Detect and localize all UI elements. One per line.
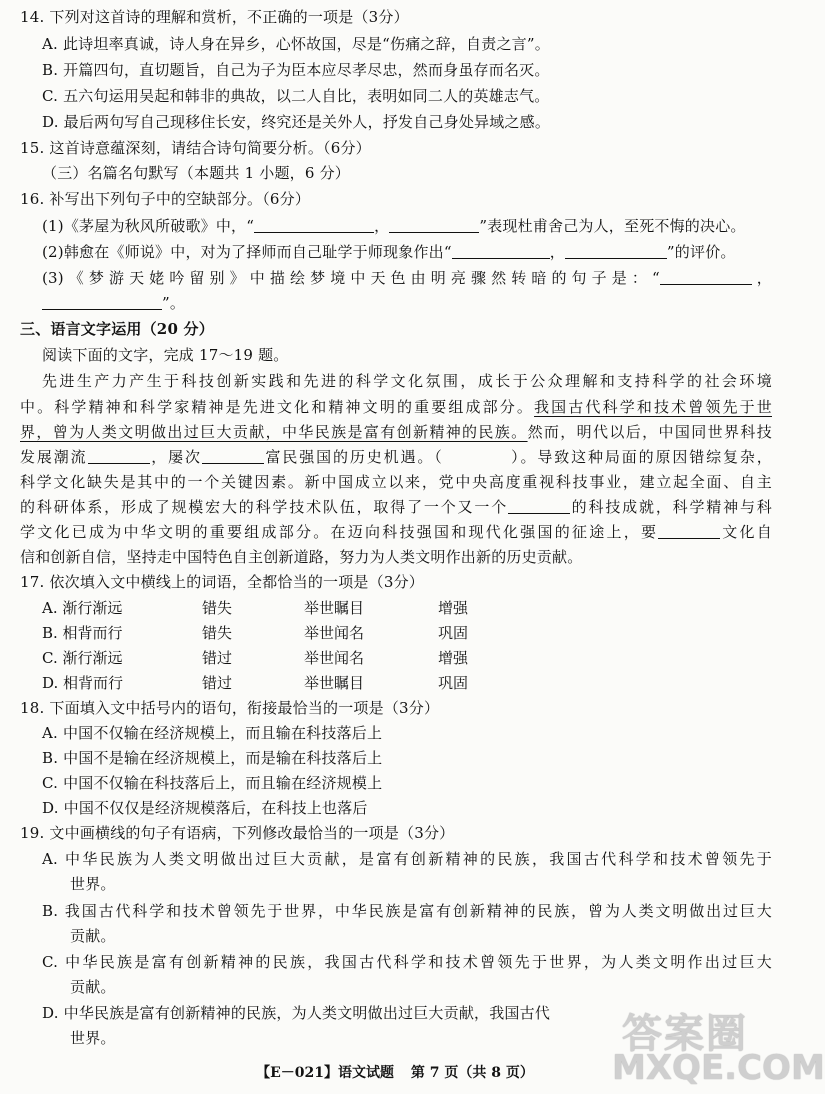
passage-line-6: 的科研体系，形成了规模宏大的科学技术队伍，取得了一个又一个 的科技成就，科学精神与科 xyxy=(20,498,772,516)
blank xyxy=(88,447,150,464)
exam-page: 14. 下列对这首诗的理解和赏析，不正确的一项是（3分） A. 此诗坦率真诚，诗人身在异乡，心怀故国，尽是“伤痛之辞，自责之言”。 B. 开篇四句，直切题旨，自己为子为臣本应尽孝尽忠，然而身虽存而名灭。 C. 五六句运用吴起和韩非的典故，以二人自比，表明如同二人的英雄志气。 D. 最后两句写自己现移住长安，终究还是关外人，抒发自己身处异域之感。 15. 这首诗意蕴深刻，请结合诗句简要分析。（6分） （三）名篇名句默写（本题共 1 小题，6 分） 16. 补写出下列句子中的空缺部分。（6分） (1)《茅屋为秋风所破歌》中，“ ， ”表现杜甫舍己为人，至死不悔的决心。 (2)韩愈在《师说》中，对为了择师而自己耻学于师现象作出“ ， ”的评价。 (3)《梦游天姥吟留别》中描绘梦境中天色由明亮骤然转暗的句子是：“ ， ”。 三、语言文字运用（20 分） 阅读下面的文字，完成 17～19 题。 先进生产力产生于科技创新实践和先进的科学文化氛围，成长于公众理解和支持科学的社会环境 中。科学精神和科学家精神是先进文化和精神文明的重要组成部分。我国古代科学和技术曾领先于世 界，曾为人类文明做出过巨大贡献，中华民族是富有创新精神的民族。然而，明代以后，中国同世界科技 发展潮流 ，屡次 富民强国的历史机遇。（ ）。导致这种局面的原因错综复杂， 科学文化缺失是其中的一个关键因素。新中国成立以来，党中央高度重视科技事业，建立起全面、自主 的科研体系，形成了规模宏大的科学技术队伍，取得了一个又一个 的科技成就，科学精神与科 学文化已成为中华文明的重要组成部分。在迈向科技强国和现代化强国的征途上，要 文化自 信和创新自信，坚持走中国特色自主创新道路，努力为人类文明作出新的历史贡献。 17. 依次填入文中横线上的词语，全都恰当的一项是（3分） A. 渐行渐远 错失 举世瞩目 增强 B. 相背而行 错失 举世闻名 巩固 C. 渐行渐远 错过 举世闻名 增强 D. 相背而行 错过 举世瞩目 巩固 18. 下面填入文中括号内的语句，衔接最恰当的一项是（3分） A. 中国不仅输在经济规模上，而且输在科技落后上 B. 中国不是输在经济规模上，而是输在科技落后上 C. 中国不仅输在科技落后上，而且输在经济规模上 D. 中国不仅仅是经济规模落后，在科技上也落后 19. 文中画横线的句子有语病，下列修改最恰当的一项是（3分） A. 中华民族为人类文明做出过巨大贡献，是富有创新精神的民族，我国古代科学和技术曾领先于 世界。 B. 我国古代科学和技术曾领先于世界，中华民族是富有创新精神的民族，曾为人类文明做出过巨大 贡献。 C. 中华民族是富有创新精神的民族，我国古代科学和技术曾领先于世界，为人类文明作出过巨大 贡献。 D. 中华民族是富有创新精神的民族，为人类文明做出过巨大贡献，我国古代 世界。 【E－021】语文试题 第 7 页（共 8 页） 答案圈 MXQE.COM xyxy=(0,0,790,1094)
passage-line-1: 先进生产力产生于科技创新实践和先进的科学文化氛围，成长于公众理解和支持科学的社会环境 xyxy=(42,372,772,390)
blank xyxy=(202,447,264,464)
underlined-sentence: 我国古代科学和技术曾领先于世 xyxy=(534,398,772,416)
blank xyxy=(42,293,162,310)
q14-option-c: C. 五六句运用吴起和韩非的典故，以二人自比，表明如同二人的英雄志气。 xyxy=(42,87,550,105)
q16-item-2: (2)韩愈在《师说》中，对为了择师而自己耻学于师现象作出“ ， ”的评价。 xyxy=(42,243,736,261)
q16-item-3: (3)《梦游天姥吟留别》中描绘梦境中天色由明亮骤然转暗的句子是：“ ， xyxy=(42,269,772,287)
q14-option-a: A. 此诗坦率真诚，诗人身在异乡，心怀故国，尽是“伤痛之辞，自责之言”。 xyxy=(42,35,550,53)
underlined-sentence: 界，曾为人类文明做出过巨大贡献，中华民族是富有创新精神的民族。 xyxy=(20,423,528,441)
blank xyxy=(452,242,550,259)
exam-code: 【E－021】语文试题 xyxy=(256,1065,395,1081)
q18-stem: 18. 下面填入文中括号内的语句，衔接最恰当的一项是（3分） xyxy=(20,699,440,717)
q19-option-c: C. 中华民族是富有创新精神的民族，我国古代科学和技术曾领先于世界，为人类文明作出过巨大 xyxy=(42,953,772,971)
q14-stem: 14. 下列对这首诗的理解和赏析，不正确的一项是（3分） xyxy=(20,8,409,26)
watermark-logo: 答案圈 MXQE.COM xyxy=(612,1011,825,1088)
q19-stem: 19. 文中画横线的句子有语病，下列修改最恰当的一项是（3分） xyxy=(20,824,455,842)
blank xyxy=(660,268,752,285)
q17-stem: 17. 依次填入文中横线上的词语，全都恰当的一项是（3分） xyxy=(20,573,424,591)
q19-option-c-cont: 贡献。 xyxy=(70,978,116,996)
section-heading: 三、语言文字运用（20 分） xyxy=(20,320,214,338)
q14-option-d: D. 最后两句写自己现移住长安，终究还是关外人，抒发自己身处异域之感。 xyxy=(42,113,551,131)
q16-item-3-cont: ”。 xyxy=(42,292,772,314)
q18-option-c: C. 中国不仅输在科技落后上，而且输在经济规模上 xyxy=(42,774,383,792)
passage-line-7: 学文化已成为中华文明的重要组成部分。在迈向科技强国和现代化强国的征途上，要 文化自 xyxy=(20,523,772,541)
section-subtitle: （三）名篇名句默写（本题共 1 小题，6 分） xyxy=(42,164,350,182)
passage-line-2: 中。科学精神和科学家精神是先进文化和精神文明的重要组成部分。我国古代科学和技术曾领先于世 xyxy=(20,398,772,416)
q18-option-b: B. 中国不是输在经济规模上，而是输在科技落后上 xyxy=(42,749,383,767)
q16-stem: 16. 补写出下列句子中的空缺部分。（6分） xyxy=(20,190,311,208)
blank xyxy=(565,242,667,259)
passage-line-4: 发展潮流 ，屡次 富民强国的历史机遇。（ ）。导致这种局面的原因错综复杂， xyxy=(20,448,772,466)
q19-option-b-cont: 贡献。 xyxy=(70,927,116,945)
q19-option-a-cont: 世界。 xyxy=(70,875,116,893)
q18-option-d: D. 中国不仅仅是经济规模落后，在科技上也落后 xyxy=(42,799,368,817)
q18-option-a: A. 中国不仅输在经济规模上，而且输在科技落后上 xyxy=(42,724,383,742)
blank xyxy=(254,216,374,233)
passage-line-8: 信和创新自信，坚持走中国特色自主创新道路，努力为人类文明作出新的历史贡献。 xyxy=(20,548,583,566)
reading-intro: 阅读下面的文字，完成 17～19 题。 xyxy=(42,346,289,364)
blank xyxy=(658,522,720,539)
q19-option-d-cont: 世界。 xyxy=(70,1029,116,1047)
q14-option-b: B. 开篇四句，直切题旨，自己为子为臣本应尽孝尽忠，然而身虽存而名灭。 xyxy=(42,61,550,79)
blank xyxy=(508,497,570,514)
q19-option-d: D. 中华民族是富有创新精神的民族，为人类文明做出过巨大贡献，我国古代 xyxy=(42,1004,551,1022)
q16-item-1: (1)《茅屋为秋风所破歌》中，“ ， ”表现杜甫舍己为人，至死不悔的决心。 xyxy=(42,217,746,235)
passage-line-3: 界，曾为人类文明做出过巨大贡献，中华民族是富有创新精神的民族。然而，明代以后，中国同世界科技 xyxy=(20,423,772,441)
q19-option-b: B. 我国古代科学和技术曾领先于世界，中华民族是富有创新精神的民族，曾为人类文明做出过巨大 xyxy=(42,902,772,920)
blank xyxy=(389,216,479,233)
q19-option-a: A. 中华民族为人类文明做出过巨大贡献，是富有创新精神的民族，我国古代科学和技术曾领先于 xyxy=(42,850,772,868)
passage-line-5: 科学文化缺失是其中的一个关键因素。新中国成立以来，党中央高度重视科技事业，建立起全面、自主 xyxy=(20,473,772,491)
q15-stem: 15. 这首诗意蕴深刻，请结合诗句简要分析。（6分） xyxy=(20,139,371,157)
page-number: 第 7 页（共 8 页） xyxy=(410,1065,534,1081)
